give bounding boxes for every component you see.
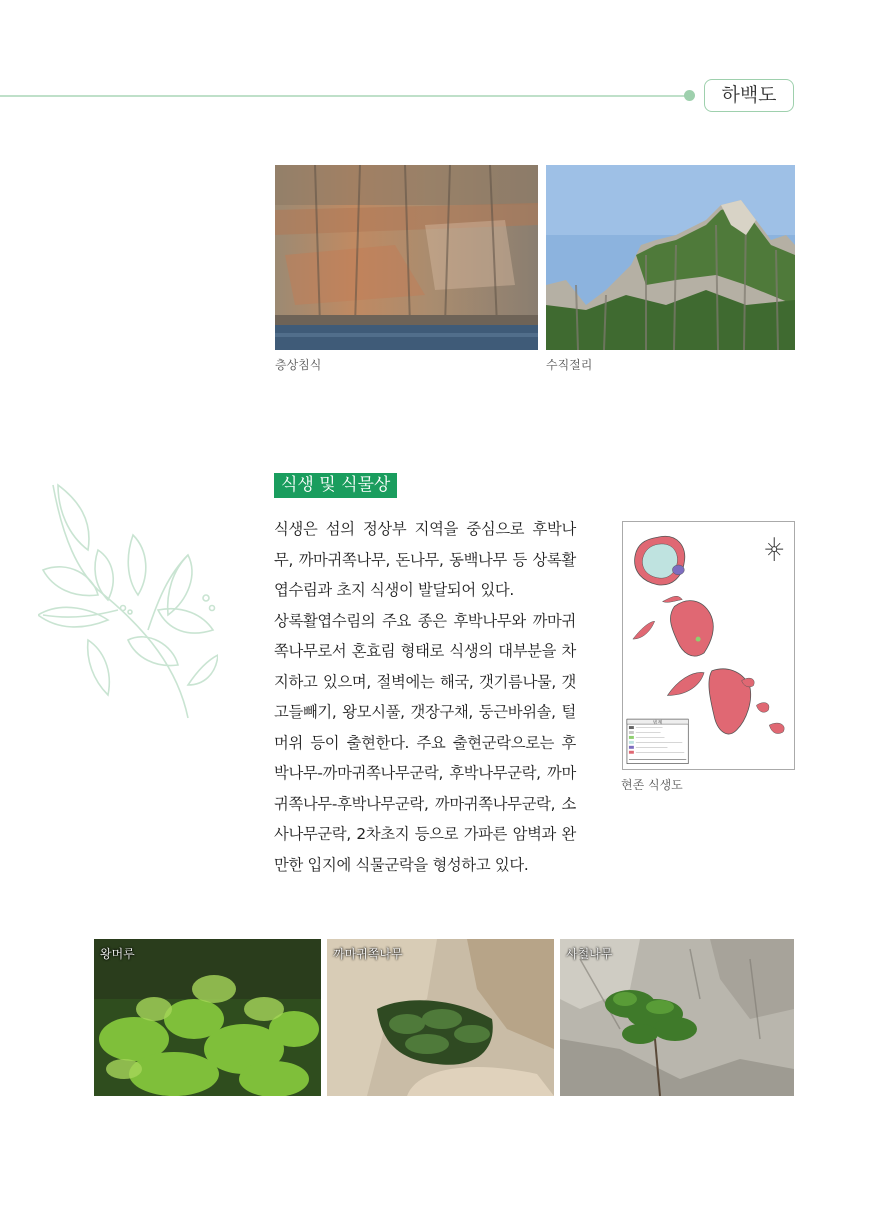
photo-wild-grape [94,939,321,1096]
photo-label: 사철나무 [566,947,613,961]
photo-label: 왕머루 [100,947,135,961]
decorative-leaf-icon [38,480,218,720]
photo-litsea [327,939,554,1096]
caption-vertical-joints: 수직절리 [546,358,593,372]
section-body [274,514,576,880]
compass-icon [765,537,783,561]
paragraph: 상록활엽수림의 주요 종은 후박나무와 까마귀쪽나무로서 혼효림 형태로 식생의 대부분을 차지하고 있으며, 절벽에는 해국, 갯기름나물, 갯고들빼기, 왕모시풀, 갯장구채, 둥근바위솔, 털머위 등이 출현한다. 주요 출현군락으로는 후박나무-까마귀쪽나무군락, 후박나무군락, 까마귀쪽나무-후박나무군락, 까마귀쪽나무군락, 소사나무군락, 2차초지 등으로 가파른 암벽과 완만한 입지에 식물군락을 형성하고 있다. [274,611,576,874]
photo-layered-erosion [275,165,538,350]
header-dot [684,90,695,101]
header-rule [0,95,690,97]
section-title: 식생 및 식물상 [274,473,397,498]
map-caption: 현존 식생도 [621,778,683,792]
map-legend [627,719,688,763]
vegetation-map [622,521,795,770]
caption-layered-erosion: 층상침식 [275,358,322,372]
photo-label: 까마귀쪽나무 [333,947,403,961]
photo-spindle-tree [560,939,794,1096]
section-tab[interactable]: 하백도 [704,79,794,112]
paragraph: 식생은 섬의 정상부 지역을 중심으로 후박나무, 까마귀쪽나무, 돈나무, 동백나무 등 상록활엽수림과 초지 식생이 발달되어 있다. [274,520,576,599]
photo-vertical-joints [546,165,795,350]
map-legend-title: 범 례 [653,719,663,725]
